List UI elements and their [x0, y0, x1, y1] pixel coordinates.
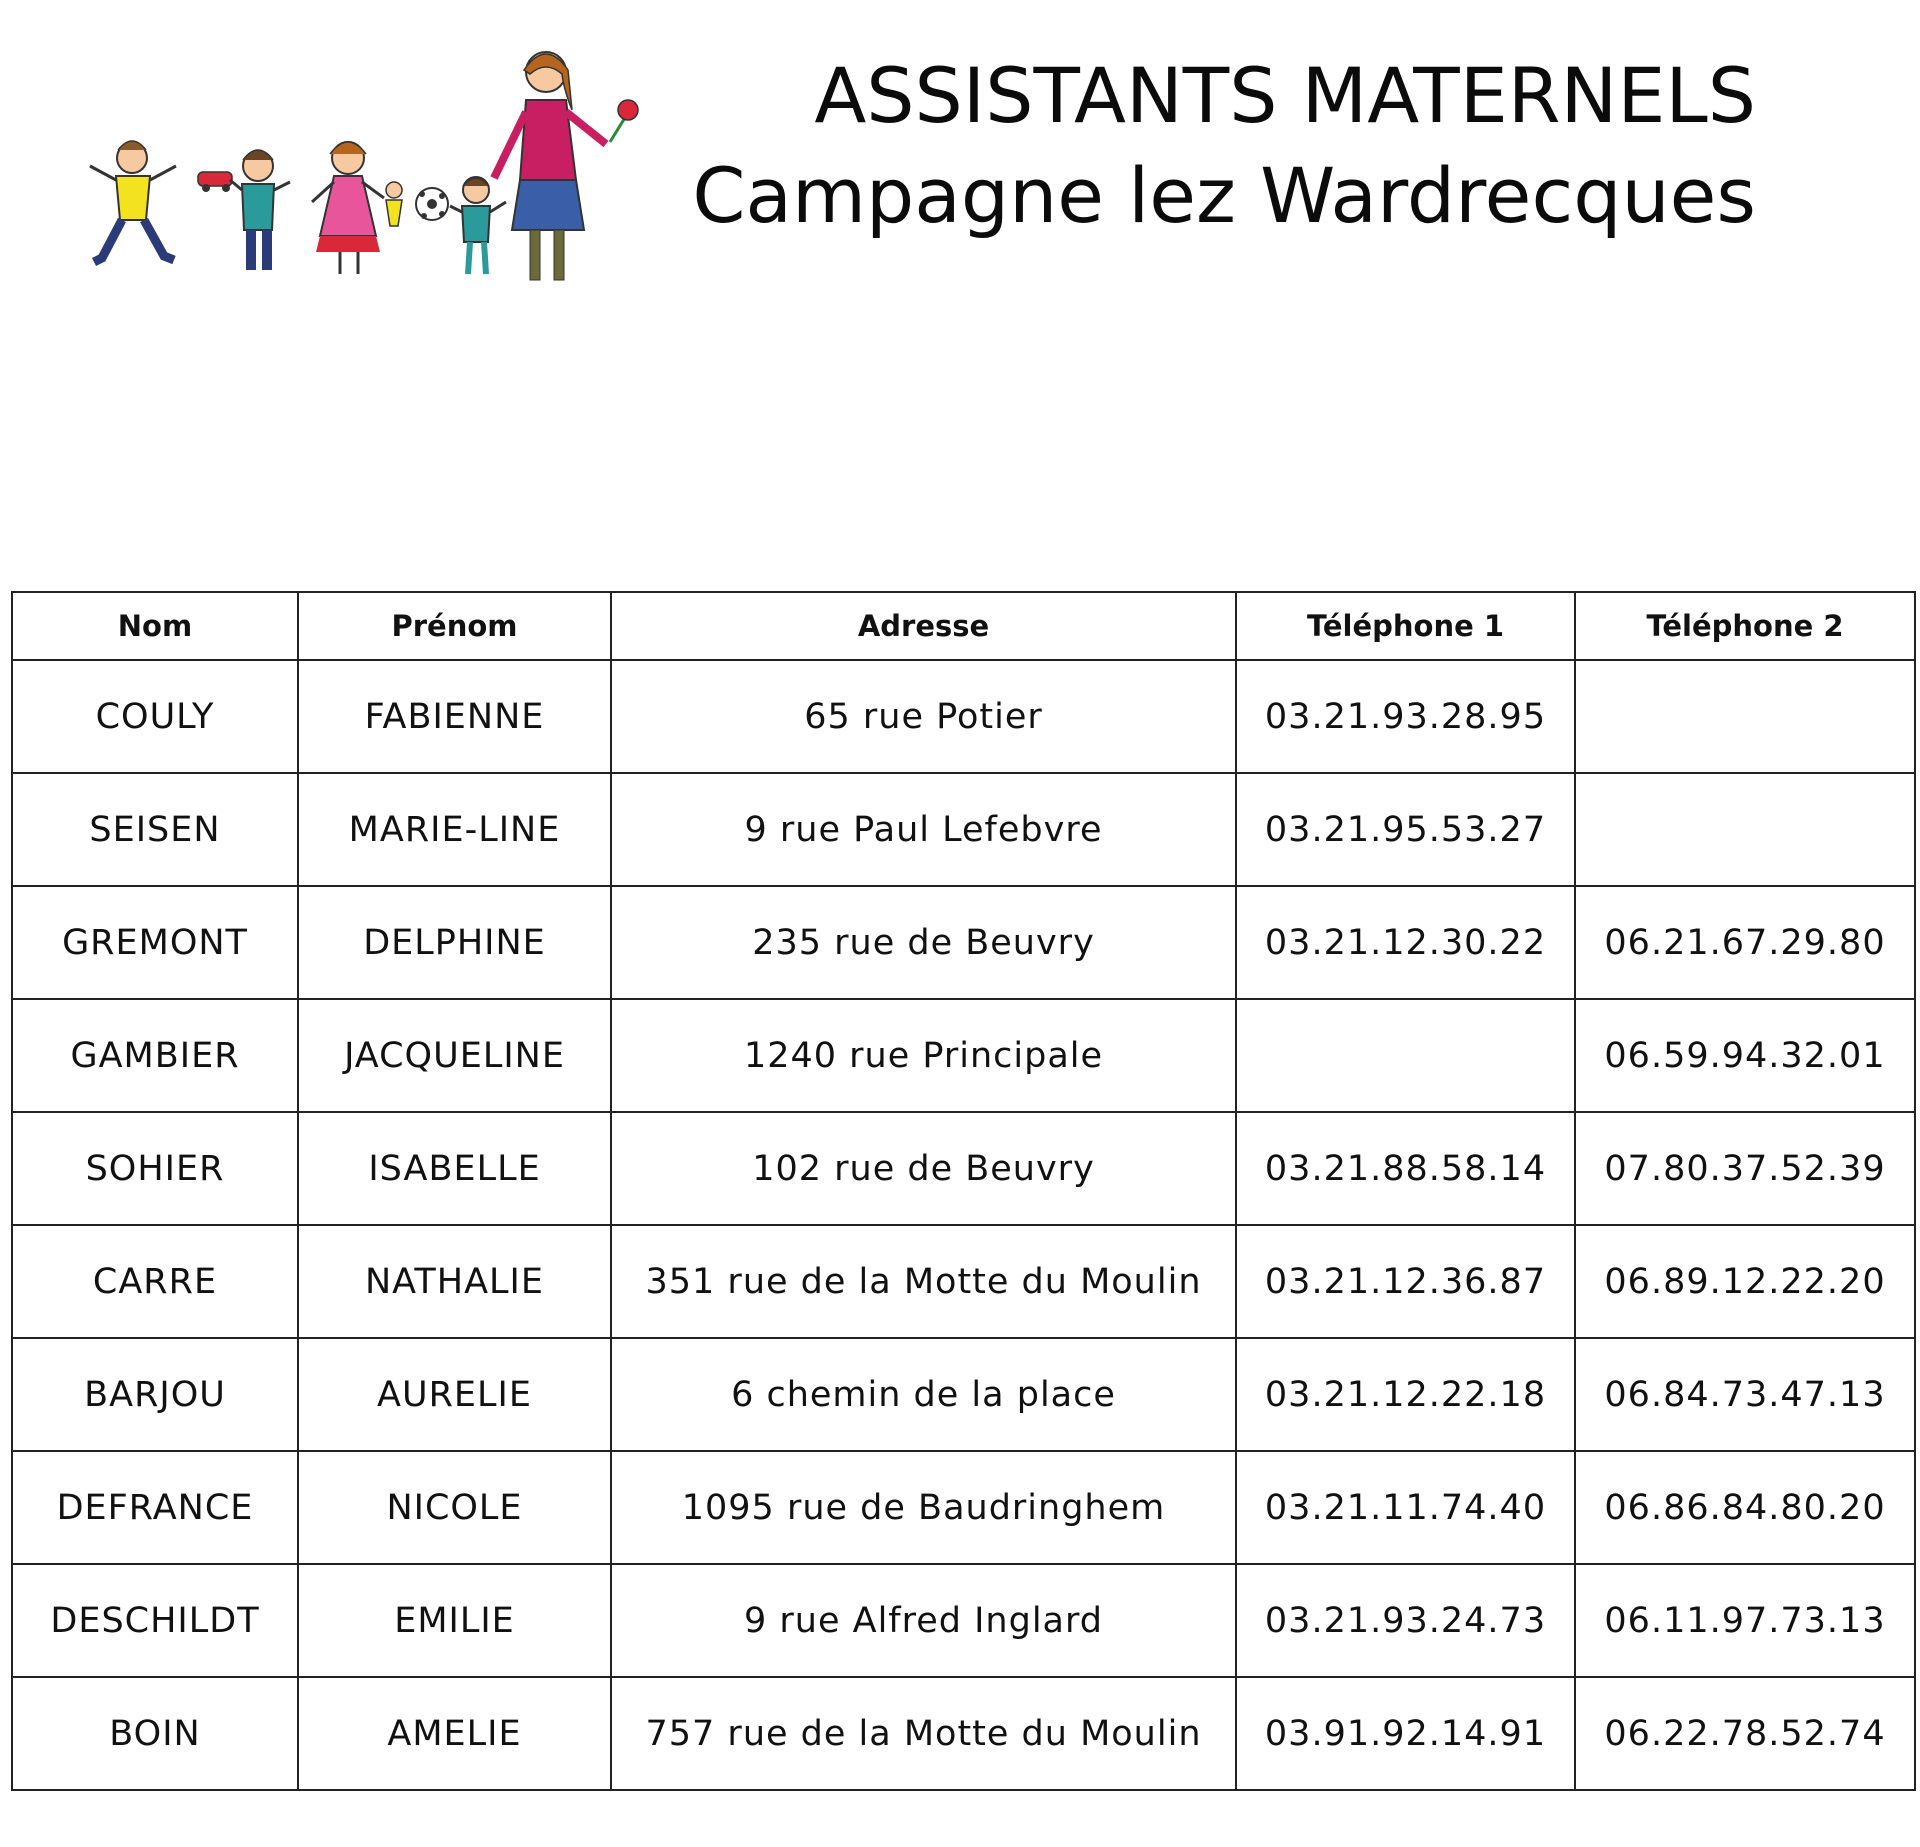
cell-nom: DESCHILDT [12, 1564, 298, 1677]
cell-telephone-2: 06.84.73.47.13 [1575, 1338, 1915, 1451]
table-row [12, 660, 1915, 773]
cell-nom: COULY [12, 660, 298, 773]
cell-nom: DEFRANCE [12, 1451, 298, 1564]
cell-adresse: 6 chemin de la place [611, 1338, 1236, 1451]
cell-telephone-1: 03.91.92.14.91 [1236, 1677, 1575, 1790]
cell-prenom: AMELIE [298, 1677, 611, 1790]
cell-telephone-1: 03.21.95.53.27 [1236, 773, 1575, 886]
table-row [12, 1677, 1915, 1790]
page-subtitle: Campagne lez Wardrecques [692, 151, 1756, 240]
child-pink-figure [312, 142, 402, 274]
page-title: ASSISTANTS MATERNELS [814, 51, 1756, 140]
cell-prenom: JACQUELINE [298, 999, 611, 1112]
column-header-nom: Nom [12, 592, 298, 660]
table-header-row [12, 592, 1915, 660]
cell-telephone-1: 03.21.93.28.95 [1236, 660, 1575, 773]
cell-prenom: DELPHINE [298, 886, 611, 999]
column-header-prenom: Prénom [298, 592, 611, 660]
table-row [12, 1338, 1915, 1451]
table-row [12, 1225, 1915, 1338]
header [692, 48, 1756, 248]
column-header-telephone-2: Téléphone 2 [1575, 592, 1915, 660]
toy-car-icon [198, 172, 232, 192]
adult-figure [494, 52, 638, 280]
cell-adresse: 102 rue de Beuvry [611, 1112, 1236, 1225]
cell-telephone-2: 06.86.84.80.20 [1575, 1451, 1915, 1564]
child-yellow-figure [90, 141, 176, 262]
cell-adresse: 1095 rue de Baudringhem [611, 1451, 1236, 1564]
child-small-figure [450, 177, 506, 274]
cell-prenom: AURELIE [298, 1338, 611, 1451]
table-row [12, 886, 1915, 999]
cell-nom: GREMONT [12, 886, 298, 999]
soccer-ball-icon [416, 188, 448, 220]
table-row [12, 1112, 1915, 1225]
cell-nom: BOIN [12, 1677, 298, 1790]
cell-prenom: NICOLE [298, 1451, 611, 1564]
cell-telephone-1: 03.21.12.22.18 [1236, 1338, 1575, 1451]
cell-telephone-2: 06.21.67.29.80 [1575, 886, 1915, 999]
cell-adresse: 1240 rue Principale [611, 999, 1236, 1112]
cell-telephone-1: 03.21.11.74.40 [1236, 1451, 1575, 1564]
assistants-table [11, 591, 1916, 1791]
cell-adresse: 757 rue de la Motte du Moulin [611, 1677, 1236, 1790]
cell-adresse: 9 rue Alfred Inglard [611, 1564, 1236, 1677]
cell-adresse: 235 rue de Beuvry [611, 886, 1236, 999]
table-row [12, 773, 1915, 886]
cell-prenom: NATHALIE [298, 1225, 611, 1338]
cell-telephone-2: 06.89.12.22.20 [1575, 1225, 1915, 1338]
table-row [12, 1564, 1915, 1677]
cell-telephone-1: 03.21.93.24.73 [1236, 1564, 1575, 1677]
cell-telephone-2: 06.59.94.32.01 [1575, 999, 1915, 1112]
column-header-adresse: Adresse [611, 592, 1236, 660]
cell-telephone-1: 03.21.88.58.14 [1236, 1112, 1575, 1225]
cell-prenom: EMILIE [298, 1564, 611, 1677]
child-teal-figure [230, 150, 290, 270]
table-row [12, 1451, 1915, 1564]
cell-nom: GAMBIER [12, 999, 298, 1112]
cell-telephone-1 [1236, 999, 1575, 1112]
table-body [12, 660, 1915, 1790]
cell-telephone-2: 06.11.97.73.13 [1575, 1564, 1915, 1677]
cell-nom: SEISEN [12, 773, 298, 886]
cell-telephone-2 [1575, 660, 1915, 773]
cell-prenom: FABIENNE [298, 660, 611, 773]
cell-adresse: 351 rue de la Motte du Moulin [611, 1225, 1236, 1338]
cell-nom: CARRE [12, 1225, 298, 1338]
cell-nom: BARJOU [12, 1338, 298, 1451]
cell-telephone-1: 03.21.12.36.87 [1236, 1225, 1575, 1338]
cell-telephone-2: 06.22.78.52.74 [1575, 1677, 1915, 1790]
cell-adresse: 65 rue Potier [611, 660, 1236, 773]
cell-telephone-1: 03.21.12.30.22 [1236, 886, 1575, 999]
family-children-drawing-icon [80, 30, 660, 300]
table-row [12, 999, 1915, 1112]
cell-prenom: MARIE-LINE [298, 773, 611, 886]
column-header-telephone-1: Téléphone 1 [1236, 592, 1575, 660]
cell-telephone-2: 07.80.37.52.39 [1575, 1112, 1915, 1225]
cell-prenom: ISABELLE [298, 1112, 611, 1225]
cell-telephone-2 [1575, 773, 1915, 886]
cell-adresse: 9 rue Paul Lefebvre [611, 773, 1236, 886]
cell-nom: SOHIER [12, 1112, 298, 1225]
